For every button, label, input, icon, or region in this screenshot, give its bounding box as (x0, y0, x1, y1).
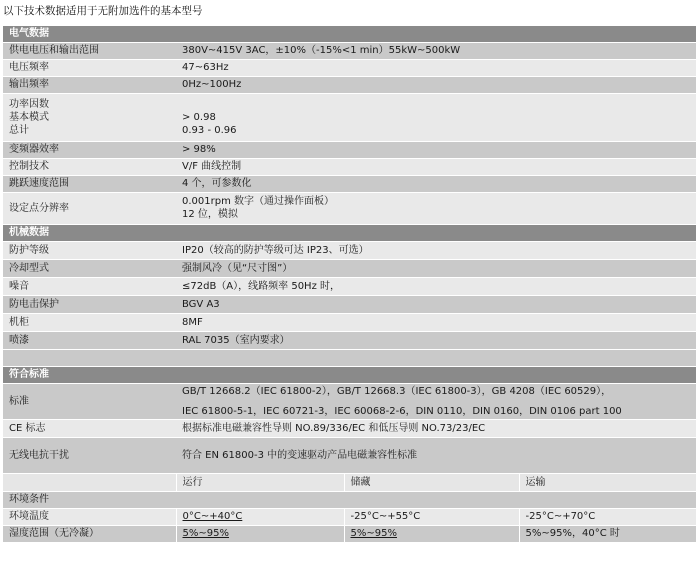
row-label: 控制技术 (3, 158, 176, 175)
row-value: 380V~415V 3AC，±10%（-15%<1 min）55kW~500kW (176, 42, 696, 59)
table-row (3, 93, 696, 141)
table-row-spacer (3, 349, 696, 366)
table-row (3, 192, 696, 224)
table-row (3, 331, 696, 349)
section-title: 电气数据 (3, 26, 696, 42)
table-row (3, 241, 696, 259)
label-line: 总计 (9, 124, 29, 136)
table-row (3, 59, 696, 76)
table-row (3, 259, 696, 277)
section-title: 符合标准 (3, 366, 696, 383)
row-value: BGV A3 (176, 295, 696, 313)
table-row (3, 42, 696, 59)
environment-header-row (3, 473, 696, 491)
row-value (176, 93, 696, 141)
row-value: 4 个，可参数化 (176, 175, 696, 192)
row-label: 湿度范围（无冷凝） (3, 525, 176, 542)
row-label: 标准 (3, 383, 176, 419)
table-row (3, 175, 696, 192)
table-row (3, 419, 696, 437)
table-row (3, 525, 696, 542)
row-value: 47~63Hz (176, 59, 696, 76)
value-line: IEC 61800-5-1，IEC 60721-3，IEC 60068-2-6，DIN 0110，DIN 0160，DIN 0106 part 100 (182, 405, 622, 417)
label-line: 功率因数 (9, 98, 49, 110)
row-label: 无线电抗干扰 (3, 437, 176, 473)
row-label: 环境温度 (3, 508, 176, 525)
row-label: 环境条件 (3, 491, 176, 508)
column-header-operation: 运行 (176, 473, 344, 491)
cell-value: -25°C~+70°C (519, 508, 696, 525)
value-line: 0.001rpm 数字（通过操作面板） (182, 196, 335, 207)
cell-value: 5%~95%，40°C 时 (519, 525, 696, 542)
row-value: 0Hz~100Hz (176, 76, 696, 93)
row-value: > 98% (176, 141, 696, 158)
row-value: 强制风冷（见“尺寸图”） (176, 259, 696, 277)
label-line: 基本模式 (9, 111, 49, 123)
row-label: 跳跃速度范围 (3, 175, 176, 192)
row-label: 防电击保护 (3, 295, 176, 313)
row-label: 机柜 (3, 313, 176, 331)
table-row (3, 491, 696, 508)
table-row (3, 158, 696, 175)
row-value: 符合 EN 61800-3 中的变速驱动产品电磁兼容性标准 (176, 437, 696, 473)
table-row (3, 76, 696, 93)
row-label: 冷却型式 (3, 259, 176, 277)
cell-value: 0°C~+40°C (176, 508, 344, 525)
value-line: GB/T 12668.2（IEC 61800-2），GB/T 12668.3（IEC 61800-3），GB 4208（IEC 60529）， (182, 385, 612, 397)
section-mechanical (3, 224, 696, 241)
table-row (3, 141, 696, 158)
row-label: CE 标志 (3, 419, 176, 437)
table-row (3, 313, 696, 331)
row-value: RAL 7035（室内要求） (176, 331, 696, 349)
section-electrical (3, 26, 696, 42)
value-line: 0.93 - 0.96 (182, 124, 237, 136)
row-value: 根据标准电磁兼容性导则 NO.89/336/EC 和低压导则 NO.73/23/EC (176, 419, 696, 437)
cell-value: 5%~95% (344, 525, 519, 542)
value-line (182, 98, 690, 111)
row-label: 电压频率 (3, 59, 176, 76)
row-value: ≤72dB（A），线路频率 50Hz 时， (176, 277, 696, 295)
row-label: 输出频率 (3, 76, 176, 93)
caption: 以下技术数据适用于无附加选件的基本型号 (3, 5, 203, 17)
column-header-storage: 储藏 (344, 473, 519, 491)
row-label: 噪音 (3, 277, 176, 295)
row-value: 8MF (176, 313, 696, 331)
row-value (176, 383, 696, 419)
row-value: IP20（较高的防护等级可达 IP23、可选） (176, 241, 696, 259)
table-row (3, 437, 696, 473)
spec-table (3, 26, 696, 543)
row-label: 变频器效率 (3, 141, 176, 158)
table-row (3, 508, 696, 525)
row-label (3, 93, 176, 141)
row-value: V/F 曲线控制 (176, 158, 696, 175)
row-value (176, 192, 696, 224)
table-row (3, 295, 696, 313)
value-line: 12 位，模拟 (182, 209, 238, 220)
section-title: 机械数据 (3, 224, 696, 241)
row-label: 防护等级 (3, 241, 176, 259)
value-line: > 0.98 (182, 111, 216, 123)
table-row (3, 383, 696, 419)
row-label: 喷漆 (3, 331, 176, 349)
column-header-transport: 运输 (519, 473, 696, 491)
row-label: 供电电压和输出范围 (3, 42, 176, 59)
table-row (3, 277, 696, 295)
cell-value: 5%~95% (176, 525, 344, 542)
row-label: 设定点分辨率 (3, 192, 176, 224)
cell-value: -25°C~+55°C (344, 508, 519, 525)
section-standards (3, 366, 696, 383)
